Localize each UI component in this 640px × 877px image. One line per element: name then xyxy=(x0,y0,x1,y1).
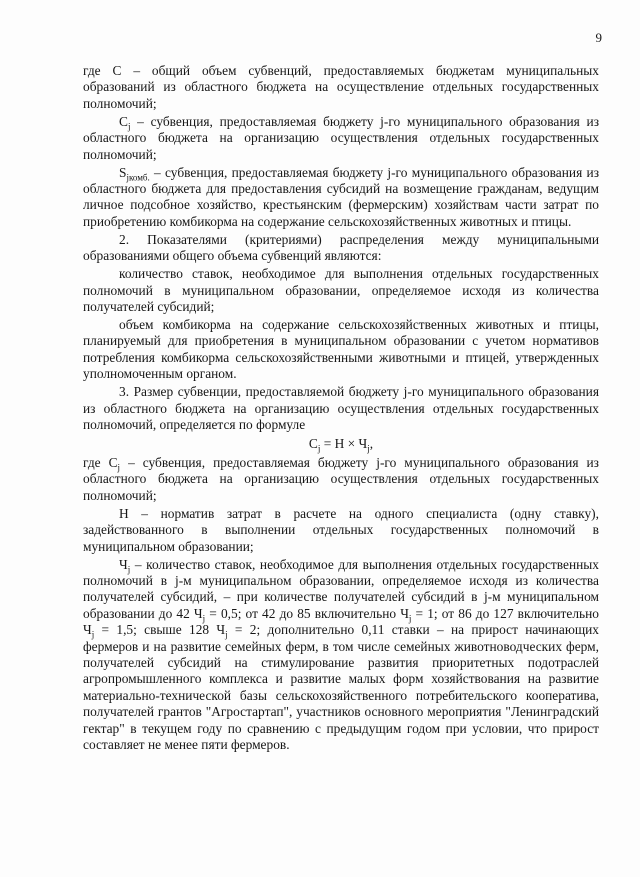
symbol-s: S xyxy=(119,164,127,180)
formula-rhs: = Н × Ч xyxy=(320,435,368,451)
paragraph-criteria: 2. Показателями (критериями) распределения между муниципальными образованиями общего объема субвенций являются: xyxy=(83,231,599,264)
paragraph-criterion-rates: количество ставок, необходимое для выполнения отдельных государственных полномочий в муниципальном образовании, определяемое исходя из количества получателей субсидий; xyxy=(83,266,599,315)
symbol-subscript: j xyxy=(127,121,131,132)
rates-subscript: j xyxy=(408,613,412,624)
paragraph-cj-definition xyxy=(83,114,599,163)
formula-rhs-subscript: j xyxy=(367,443,370,454)
where-prefix: где С xyxy=(83,454,118,470)
rates-subscript: j xyxy=(225,629,228,640)
page-number: 9 xyxy=(595,30,602,45)
paragraph-where-cj xyxy=(83,455,599,504)
where-text: – субвенция, предоставляемая бюджету j-го муниципального образования из областного бюджета на организацию осуществления отдельных государственных полномочий; xyxy=(83,454,599,503)
paragraph-sj-definition xyxy=(83,165,599,231)
symbol-c: С xyxy=(119,113,128,129)
paragraph-norm: Н – норматив затрат в расчете на одного специалиста (одну ставку), задействованного в выполнении отдельных государственных полномочий в муниципальном образовании; xyxy=(83,505,599,554)
sj-definition-text: – субвенция, предоставляемая бюджету j-го муниципального образования из областного бюджета для предоставления субсидий на возмещение гражданам, ведущим личное подсобное хозяйство, крестьянским (фермерским) хозяйствам части затрат по приобретению комбикорма на содержание сельскохозяйственных животных и птицы. xyxy=(83,164,599,229)
rates-text: = 1,5; свыше 128 Ч xyxy=(94,622,226,638)
paragraph-criterion-feed: объем комбикорма на содержание сельскохозяйственных животных и птицы, планируемый для приобретения в муниципальном образовании с учетом нормативов потребления комбикорма сельскохозяйственными животными и птицей, утвержденных уполномоченным органом. xyxy=(83,317,599,382)
formula-tail: , xyxy=(369,435,374,451)
rates-text: = 0,5; от 42 до 85 включительно Ч xyxy=(205,605,409,621)
rates-symbol: Ч xyxy=(119,556,128,572)
paragraph-rates xyxy=(83,557,599,754)
formula-lhs-subscript: j xyxy=(317,443,321,454)
formula xyxy=(83,436,599,452)
rates-subscript: j xyxy=(127,564,131,575)
where-subscript: j xyxy=(117,462,121,473)
formula-lhs: С xyxy=(308,435,318,451)
symbol-subscript: jкомб. xyxy=(126,172,150,183)
cj-definition-text: – субвенция, предоставляемая бюджету j-го муниципального образования из областного бюджета на организацию осуществления отдельных государственных полномочий; xyxy=(83,113,599,162)
rates-text: = 1; от 86 до 127 включительно Ч xyxy=(83,605,599,638)
paragraph-formula-intro: 3. Размер субвенции, предоставляемой бюджету j-го муниципального образования из областного бюджета на организацию осуществления отдельных государственных полномочий, определяется по формуле xyxy=(83,384,599,433)
paragraph-total-subvention: где С – общий объем субвенций, предоставляемых бюджетам муниципальных образований из областного бюджета на осуществление отдельных государственных полномочий; xyxy=(83,63,599,111)
rates-text: = 2; дополнительно 0,11 ставки – на прирост начинающих фермеров и на развитие семейных ферм, в том числе семейных животноводческих ферм, получателей субсидий на стимулирование развития приоритетных подотраслей агропромышленного комплекса и развитие малых форм хозяйствования на развитие материально-технической базы сельскохозяйственного потребительского кооператива, получателей грантов "Агростартап", участников основного мероприятия "Ленинградский гектар" в текущем году по сравнению с предыдущим годом при условии, что прирост составляет не менее пяти фермеров. xyxy=(83,622,599,752)
rates-text: – количество ставок, необходимое для выполнения отдельных государственных полномочий в j-м муниципальном образовании, определяемое исходя из количества получателей субсидий, – при количестве получателей субсидий в j-м муниципальном образовании до 42 Ч xyxy=(83,556,599,621)
rates-subscript: j xyxy=(91,629,95,640)
document-body xyxy=(83,63,599,755)
rates-subscript: j xyxy=(202,613,206,624)
